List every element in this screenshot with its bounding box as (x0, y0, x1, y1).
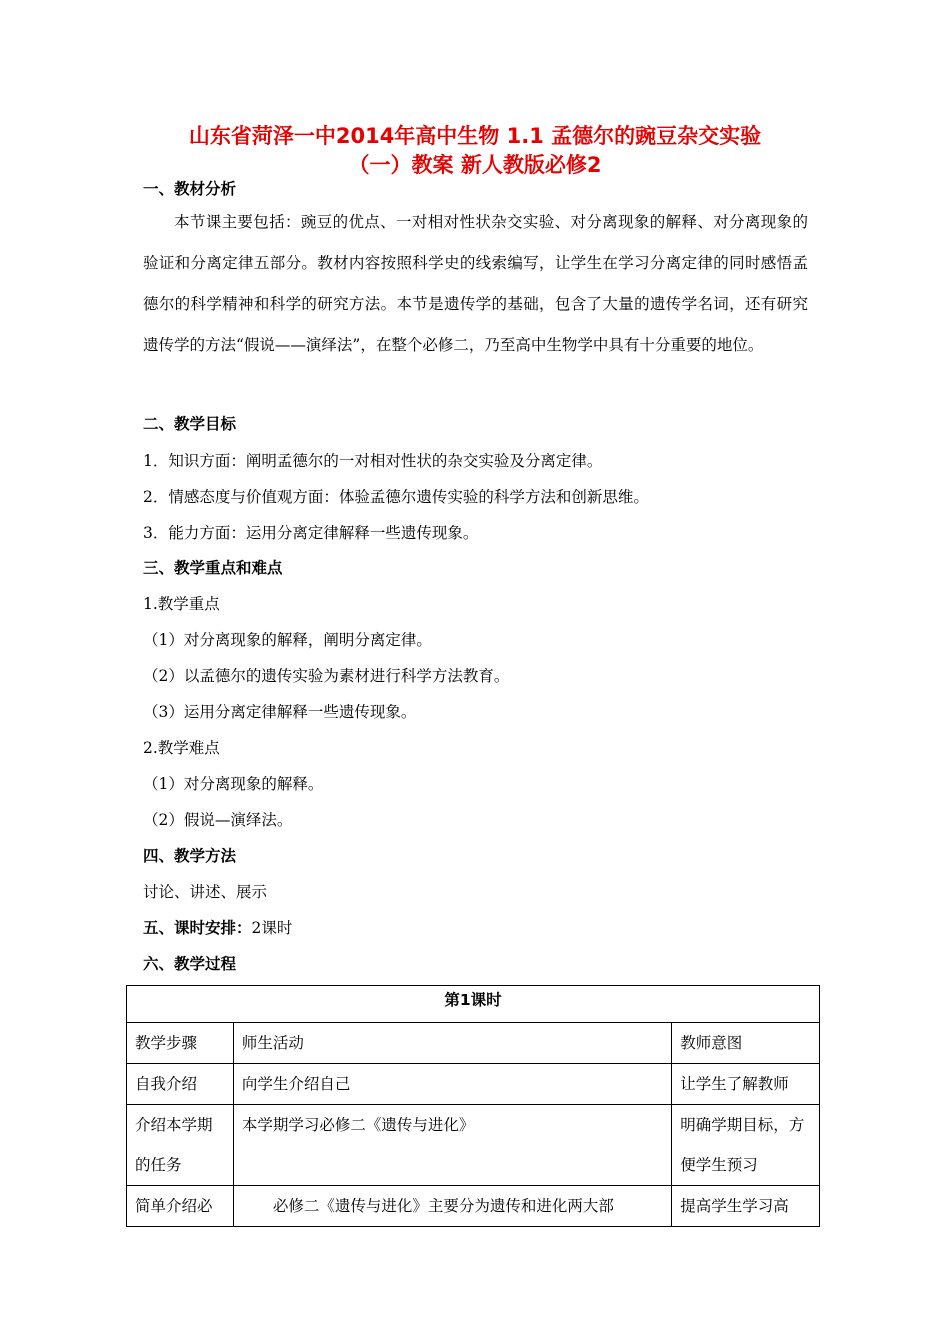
difficult-point-item: （2）假说—演绎法。 (143, 811, 293, 829)
goal-item: 2．情感态度与价值观方面：体验孟德尔遗传实验的科学方法和创新思维。 (143, 488, 649, 506)
table-caption-row (127, 986, 820, 1023)
document-title-line1: 山东省菏泽一中2014年高中生物 1.1 孟德尔的豌豆杂交实验 (188, 124, 762, 148)
table-row (127, 1186, 820, 1227)
document-title-line2: （一）教案 新人教版必修2 (348, 153, 602, 177)
key-point-item: （1）对分离现象的解释，阐明分离定律。 (143, 631, 432, 649)
section5-line (143, 917, 292, 939)
section1-heading: 一、教材分析 (143, 180, 237, 198)
difficult-point-item: （1）对分离现象的解释。 (143, 775, 324, 793)
table-header-cell: 教师意图 (672, 1023, 820, 1064)
section1-paragraph: 本节课主要包括：豌豆的优点、一对相对性状杂交实验、对分离现象的解释、对分离现象的验证和分离定律五部分。教材内容按照科学史的线索编写，让学生在学习分离定律的同时感悟孟德尔的科学精神和科学的研究方法。本节是遗传学的基础，包含了大量的遗传学名词，还有研究遗传学的方法“假说——演绎法”，在整个必修二，乃至高中生物学中具有十分重要的地位。 (143, 213, 808, 354)
table-header-cell: 教学步骤 (127, 1023, 234, 1064)
teaching-methods-text: 讨论、讲述、展示 (143, 883, 268, 901)
table-row (127, 1105, 820, 1186)
table-cell: 提高学生学习高 (672, 1186, 820, 1227)
key-point-item: （3）运用分离定律解释一些遗传现象。 (143, 703, 417, 721)
difficult-points-label: 2.教学难点 (143, 739, 220, 757)
table-cell: 必修二《遗传与进化》主要分为遗传和进化两大部 (233, 1186, 671, 1227)
key-point-item: （2）以孟德尔的遗传实验为素材进行科学方法教育。 (143, 667, 510, 685)
table-cell: 自我介绍 (127, 1064, 234, 1105)
key-points-label: 1.教学重点 (143, 595, 220, 613)
table-cell: 本学期学习必修二《遗传与进化》 (233, 1105, 671, 1186)
table-cell: 让学生了解教师 (672, 1064, 820, 1105)
table-cell: 简单介绍必 (127, 1186, 234, 1227)
section5-value: 2课时 (251, 919, 293, 937)
lesson-table (126, 985, 820, 1227)
section5-heading: 五、课时安排： (143, 919, 252, 937)
goal-item: 1．知识方面：阐明孟德尔的一对相对性状的杂交实验及分离定律。 (143, 452, 603, 470)
table-cell: 明确学期目标，方便学生预习 (672, 1105, 820, 1186)
table-cell: 向学生介绍自己 (233, 1064, 671, 1105)
table-cell: 介绍本学期的任务 (127, 1105, 234, 1186)
section6-heading: 六、教学过程 (143, 955, 237, 973)
table-header-cell: 师生活动 (233, 1023, 671, 1064)
table-header-row (127, 1023, 820, 1064)
section2-heading: 二、教学目标 (143, 415, 237, 433)
table-row (127, 1064, 820, 1105)
section3-heading: 三、教学重点和难点 (143, 559, 283, 577)
goal-item: 3．能力方面：运用分离定律解释一些遗传现象。 (143, 524, 479, 542)
table-caption: 第1课时 (127, 986, 820, 1023)
section4-heading: 四、教学方法 (143, 847, 237, 865)
